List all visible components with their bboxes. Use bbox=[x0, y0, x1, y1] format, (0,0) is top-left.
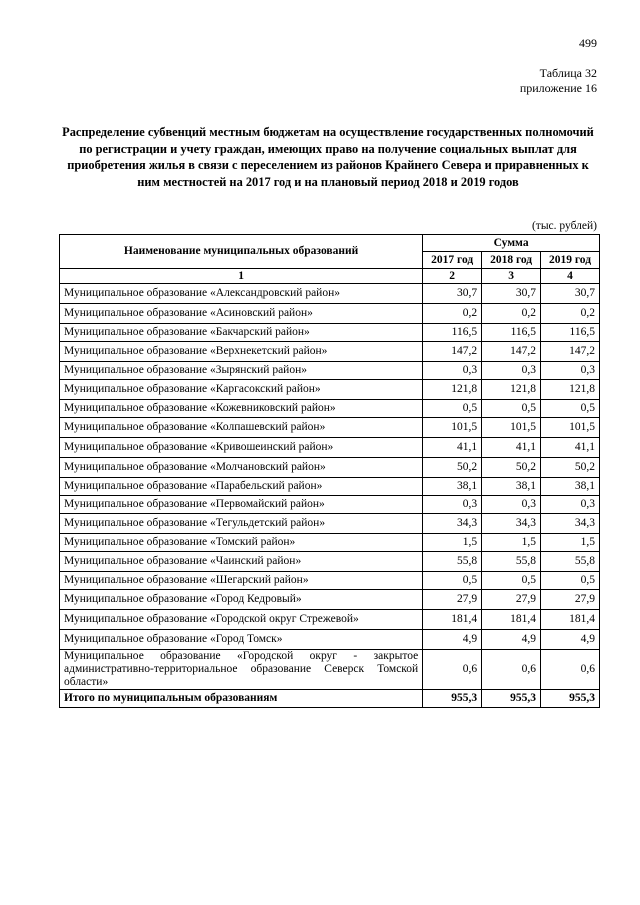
table-row bbox=[60, 458, 600, 478]
value-2019: 0,3 bbox=[541, 362, 600, 380]
table-row bbox=[60, 534, 600, 552]
value-2017: 116,5 bbox=[423, 324, 482, 342]
value-2017: 27,9 bbox=[423, 590, 482, 610]
value-2019: 30,7 bbox=[541, 284, 600, 304]
table-row bbox=[60, 572, 600, 590]
municipality-name: Муниципальное образование «Кожевниковский район» bbox=[60, 400, 423, 418]
value-2017: 121,8 bbox=[423, 380, 482, 400]
value-2019: 55,8 bbox=[541, 552, 600, 572]
value-2017: 55,8 bbox=[423, 552, 482, 572]
value-2019: 41,1 bbox=[541, 438, 600, 458]
table-row bbox=[60, 418, 600, 438]
total-2019: 955,3 bbox=[541, 690, 600, 708]
value-2017: 0,6 bbox=[423, 650, 482, 690]
table-row bbox=[60, 496, 600, 514]
table-header bbox=[60, 235, 600, 284]
value-2019: 121,8 bbox=[541, 380, 600, 400]
municipality-name: Муниципальное образование «Александровский район» bbox=[60, 284, 423, 304]
value-2019: 116,5 bbox=[541, 324, 600, 342]
value-2019: 4,9 bbox=[541, 630, 600, 650]
total-2018: 955,3 bbox=[482, 690, 541, 708]
value-2019: 0,5 bbox=[541, 400, 600, 418]
table-label bbox=[520, 66, 597, 96]
value-2018: 0,6 bbox=[482, 650, 541, 690]
table-row bbox=[60, 610, 600, 630]
value-2019: 147,2 bbox=[541, 342, 600, 362]
index-col-3: 3 bbox=[482, 269, 541, 284]
municipality-name: Муниципальное образование «Шегарский район» bbox=[60, 572, 423, 590]
value-2017: 0,2 bbox=[423, 304, 482, 324]
value-2017: 0,3 bbox=[423, 362, 482, 380]
value-2019: 101,5 bbox=[541, 418, 600, 438]
total-row bbox=[60, 690, 600, 708]
value-2019: 27,9 bbox=[541, 590, 600, 610]
value-2017: 4,9 bbox=[423, 630, 482, 650]
table-row bbox=[60, 362, 600, 380]
table-row bbox=[60, 650, 600, 690]
table-row bbox=[60, 304, 600, 324]
value-2018: 38,1 bbox=[482, 478, 541, 496]
municipality-name: Муниципальное образование «Город Кедровый» bbox=[60, 590, 423, 610]
table-row bbox=[60, 380, 600, 400]
table-body bbox=[60, 284, 600, 708]
value-2018: 181,4 bbox=[482, 610, 541, 630]
municipality-name: Муниципальное образование «Тегульдетский район» bbox=[60, 514, 423, 534]
table-row bbox=[60, 324, 600, 342]
value-2019: 0,5 bbox=[541, 572, 600, 590]
budget-table bbox=[59, 234, 600, 708]
header-name-column: Наименование муниципальных образований bbox=[60, 235, 423, 269]
municipality-name: Муниципальное образование «Молчановский район» bbox=[60, 458, 423, 478]
appendix-number: приложение 16 bbox=[519, 81, 597, 95]
municipality-name: Муниципальное образование «Городской округ - закрытое административно-территориальное образование Северск Томской области» bbox=[60, 650, 423, 690]
municipality-name: Муниципальное образование «Томский район» bbox=[60, 534, 423, 552]
municipality-name: Муниципальное образование «Колпашевский район» bbox=[60, 418, 423, 438]
value-2018: 27,9 bbox=[482, 590, 541, 610]
document-title: Распределение субвенций местным бюджетам на осуществление государственных полномочий по регистрации и учету граждан, имеющих право на получение социальных выплат для приобретения жилья в связи с переселением из районов Крайнего Севера и приравненных к ним местностей на 2017 год и на плановый период 2018 и 2019 годов bbox=[62, 125, 594, 189]
value-2017: 0,3 bbox=[423, 496, 482, 514]
municipality-name: Муниципальное образование «Городской округ Стрежевой» bbox=[60, 610, 423, 630]
value-2017: 101,5 bbox=[423, 418, 482, 438]
index-col-2: 2 bbox=[423, 269, 482, 284]
table-row bbox=[60, 552, 600, 572]
value-2017: 0,5 bbox=[423, 400, 482, 418]
value-2017: 41,1 bbox=[423, 438, 482, 458]
value-2018: 0,5 bbox=[482, 400, 541, 418]
value-2017: 1,5 bbox=[423, 534, 482, 552]
value-2018: 1,5 bbox=[482, 534, 541, 552]
units-label: (тыс. рублей) bbox=[531, 220, 597, 232]
value-2019: 1,5 bbox=[541, 534, 600, 552]
value-2018: 147,2 bbox=[482, 342, 541, 362]
value-2017: 34,3 bbox=[423, 514, 482, 534]
value-2018: 116,5 bbox=[482, 324, 541, 342]
value-2019: 0,2 bbox=[541, 304, 600, 324]
value-2018: 30,7 bbox=[482, 284, 541, 304]
value-2019: 50,2 bbox=[541, 458, 600, 478]
value-2018: 0,5 bbox=[482, 572, 541, 590]
header-year-2018: 2018 год bbox=[482, 252, 541, 269]
value-2018: 0,3 bbox=[482, 496, 541, 514]
value-2018: 4,9 bbox=[482, 630, 541, 650]
index-col-1: 1 bbox=[60, 269, 423, 284]
value-2018: 41,1 bbox=[482, 438, 541, 458]
value-2018: 0,2 bbox=[482, 304, 541, 324]
value-2019: 181,4 bbox=[541, 610, 600, 630]
municipality-name: Муниципальное образование «Чаинский район» bbox=[60, 552, 423, 572]
municipality-name: Муниципальное образование «Асиновский район» bbox=[60, 304, 423, 324]
value-2017: 30,7 bbox=[423, 284, 482, 304]
page-number: 499 bbox=[579, 36, 597, 50]
value-2017: 50,2 bbox=[423, 458, 482, 478]
total-label: Итого по муниципальным образованиям bbox=[60, 690, 423, 708]
municipality-name: Муниципальное образование «Кривошеинский район» bbox=[60, 438, 423, 458]
value-2019: 0,6 bbox=[541, 650, 600, 690]
table-row bbox=[60, 438, 600, 458]
municipality-name: Муниципальное образование «Верхнекетский район» bbox=[60, 342, 423, 362]
table-number: Таблица 32 bbox=[539, 66, 597, 80]
municipality-name: Муниципальное образование «Бакчарский район» bbox=[60, 324, 423, 342]
value-2019: 0,3 bbox=[541, 496, 600, 514]
value-2018: 55,8 bbox=[482, 552, 541, 572]
value-2018: 34,3 bbox=[482, 514, 541, 534]
value-2018: 50,2 bbox=[482, 458, 541, 478]
table-row bbox=[60, 284, 600, 304]
value-2019: 38,1 bbox=[541, 478, 600, 496]
value-2017: 0,5 bbox=[423, 572, 482, 590]
value-2018: 121,8 bbox=[482, 380, 541, 400]
index-col-4: 4 bbox=[541, 269, 600, 284]
value-2017: 38,1 bbox=[423, 478, 482, 496]
value-2017: 181,4 bbox=[423, 610, 482, 630]
value-2019: 34,3 bbox=[541, 514, 600, 534]
municipality-name: Муниципальное образование «Город Томск» bbox=[60, 630, 423, 650]
value-2018: 0,3 bbox=[482, 362, 541, 380]
table-row bbox=[60, 342, 600, 362]
municipality-name: Муниципальное образование «Парабельский район» bbox=[60, 478, 423, 496]
municipality-name: Муниципальное образование «Каргасокский район» bbox=[60, 380, 423, 400]
total-2017: 955,3 bbox=[423, 690, 482, 708]
table-row bbox=[60, 590, 600, 610]
table-row bbox=[60, 514, 600, 534]
table-row bbox=[60, 400, 600, 418]
header-year-2019: 2019 год bbox=[541, 252, 600, 269]
header-sum: Сумма bbox=[423, 235, 600, 252]
value-2017: 147,2 bbox=[423, 342, 482, 362]
municipality-name: Муниципальное образование «Первомайский район» bbox=[60, 496, 423, 514]
value-2018: 101,5 bbox=[482, 418, 541, 438]
table-row bbox=[60, 478, 600, 496]
table-row bbox=[60, 630, 600, 650]
header-year-2017: 2017 год bbox=[423, 252, 482, 269]
municipality-name: Муниципальное образование «Зырянский район» bbox=[60, 362, 423, 380]
